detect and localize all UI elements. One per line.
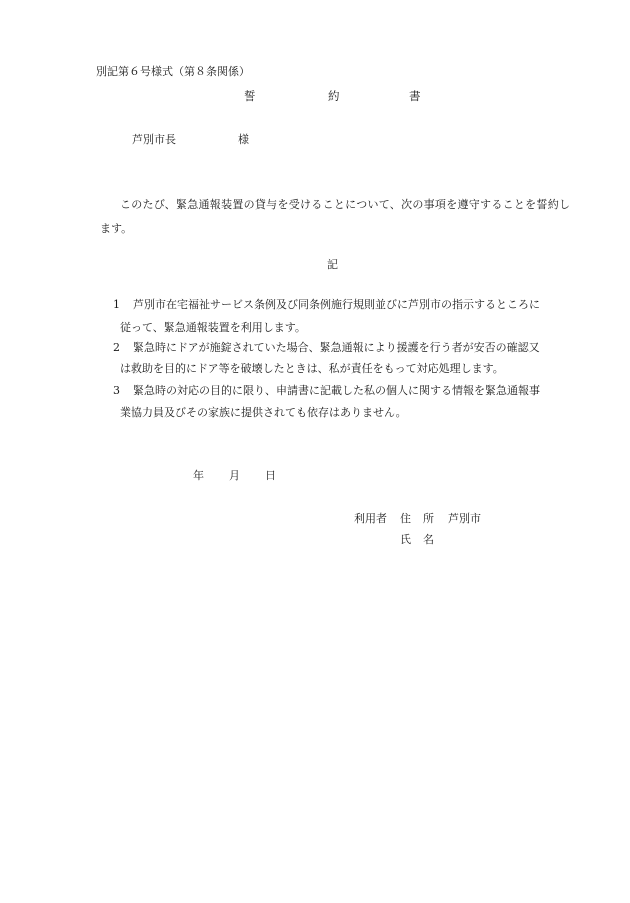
item-number-3: 3	[113, 384, 120, 397]
document-title-char-1: 誓	[244, 89, 256, 103]
item-3-line-1: 緊急時の対応の目的に限り、申請書に記載した私の個人に関する情報を緊急通報事	[133, 384, 540, 397]
pledge-body-text: このたび、緊急通報装置の貸与を受けることについて、次の事項を遵守することを誓約します。	[100, 198, 570, 235]
signature-user-label: 利用者	[354, 512, 387, 525]
item-3-line-2: 業協力員及びその家族に提供されても依存はありません。	[120, 406, 407, 419]
document-title-char-2: 約	[328, 89, 340, 103]
item-1-line-1: 芦別市在宅福祉サービス条例及び同条例施行規則並びに芦別市の指示するところに	[133, 298, 540, 311]
item-1-line-2: 従って、緊急通報装置を利用します。	[120, 321, 306, 334]
signature-address-value: 芦別市	[448, 512, 481, 525]
item-number-1: 1	[113, 298, 120, 311]
date-day-label: 日	[265, 469, 276, 482]
signature-name-label: 氏名	[400, 533, 446, 546]
item-number-2: 2	[113, 341, 120, 354]
addressee-honorific: 様	[238, 133, 249, 146]
signature-address-label: 住所	[400, 512, 446, 525]
ki-heading: 記	[327, 258, 338, 271]
document-title-char-3: 書	[409, 89, 421, 103]
item-2-line-1: 緊急時にドアが施錠されていた場合、緊急通報により援護を行う者が安否の確認又	[133, 341, 540, 354]
form-identifier: 別記第６号様式（第８条関係）	[96, 65, 250, 78]
item-2-line-2: は救助を目的にドア等を破壊したときは、私が責任をもって対応処理します。	[120, 362, 504, 375]
addressee: 芦別市長	[132, 133, 176, 146]
date-month-label: 月	[229, 469, 240, 482]
date-year-label: 年	[193, 469, 204, 482]
